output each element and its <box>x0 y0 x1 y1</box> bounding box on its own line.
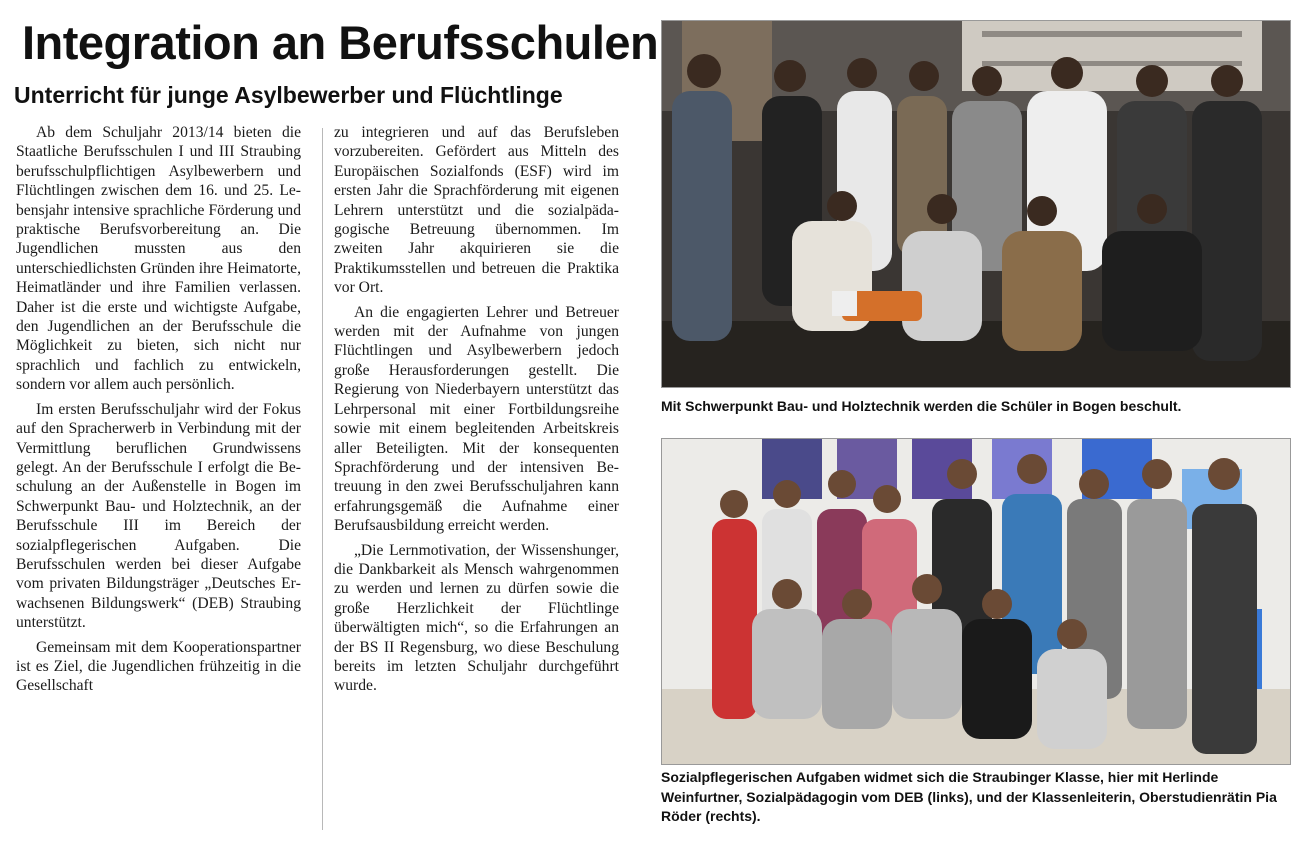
article-column-1 <box>16 123 301 701</box>
group-photo-workshop <box>661 20 1291 388</box>
article-subheadline: Unterricht für junge Asylbewerber und Flüchtlinge <box>14 82 563 108</box>
article-column-2 <box>334 123 619 701</box>
paragraph: An die engagierten Lehrer und Betreuer werden mit der Aufnahme von jungen Flüchtlingen und Asylbewerbern jedoch große Herausforderungen gestellt. Die Regierung von Niederbayern unterstützt das Lehrpersonal mit einer Fortbildungsreihe sowie mit einem begleitenden Arbeitskreis aller Beteiligten. Mit der konsequenten Sprachförderung und der intensiven Betreuung in den zwei Berufsschuljahren kann erfahrungsgemäß die Aufnahme einer Berufsausbildung erreicht werden. <box>334 303 619 535</box>
photo-caption-class: Sozialpflegerischen Aufgaben widmet sich die Straubinger Klasse, hier mit Herlinde Weinfurtner, Sozialpädagogin vom DEB (links), und der Klassenleiterin, Oberstudienrätin Pia Röder (rechts). <box>661 769 1277 824</box>
group-photo-workshop-image <box>662 21 1290 387</box>
paragraph: Gemeinsam mit dem Kooperationspartner ist es Ziel, die Jugendlichen frühzeitig in die Gesellschaft <box>16 638 301 695</box>
photo-caption-workshop: Mit Schwerpunkt Bau- und Holztechnik werden die Schüler in Bogen beschult. <box>661 398 1182 414</box>
paragraph: „Die Lernmotivation, der Wissenshunger, die Dankbarkeit als Mensch wahrgenommen zu werden und lernen zu dürfen sowie die große Herzlichkeit der Flüchtlinge überwältigten mich“, so die Erfahrungen an der BS II Regensburg, wo diese Beschulung bereits im letzten Schuljahr durchgeführt wurde. <box>334 541 619 695</box>
column-divider <box>322 128 323 830</box>
group-photo-class <box>661 438 1291 765</box>
group-photo-class-image <box>662 439 1290 764</box>
article-headline: Integration an Berufsschulen <box>22 16 659 69</box>
paragraph: zu integrieren und auf das Berufsleben vorzubereiten. Gefördert aus Mitteln des Europäischen Sozialfonds (ESF) wird im ersten Jahr die Sprachförderung mit eigenen Lehrern unterstützt und die sozialpädagogische Betreuung übernommen. Im zweiten Jahr akquirieren sie die Praktikumsstellen und betreuen die Praktika vor Ort. <box>334 124 619 297</box>
paragraph: Ab dem Schuljahr 2013/14 bieten die Staatliche Berufsschulen I und III Straubing berufsschulpflichtigen Asylbewerbern und Flüchtlingen zwischen dem 16. und 25. Lebensjahr intensive sprachliche Förderung und praktische Berufsvorbereitung an. Die Jugendlichen mussten aus den unterschiedlichsten Gründen ihre Heimatorte, Heimatländer und ihre Familien verlassen. Daher ist die erste und wichtigste Aufgabe, den Jugendlichen an der Berufsschule die Möglichkeit zu bieten, sich nicht nur sprachlich und fachlich zu entwickeln, sondern vor allem auch persönlich. <box>16 124 301 394</box>
paragraph: Im ersten Berufsschuljahr wird der Fokus auf den Spracherwerb in Verbindung mit der Vermittlung beruflichen Grundwissens gelegt. An der Berufsschule I erfolgt die Beschulung an der Außenstelle in Bogen im Schwerpunkt Bau- und Holztechnik, an der Berufsschule III im Bereich der sozialpflegerischen Aufgaben. Die Berufsschulen werden bei dieser Aufgabe vom privaten Bildungsträger „Deutsches Erwachsenen Bildungswerk“ (DEB) Straubing unterstützt. <box>16 400 301 632</box>
